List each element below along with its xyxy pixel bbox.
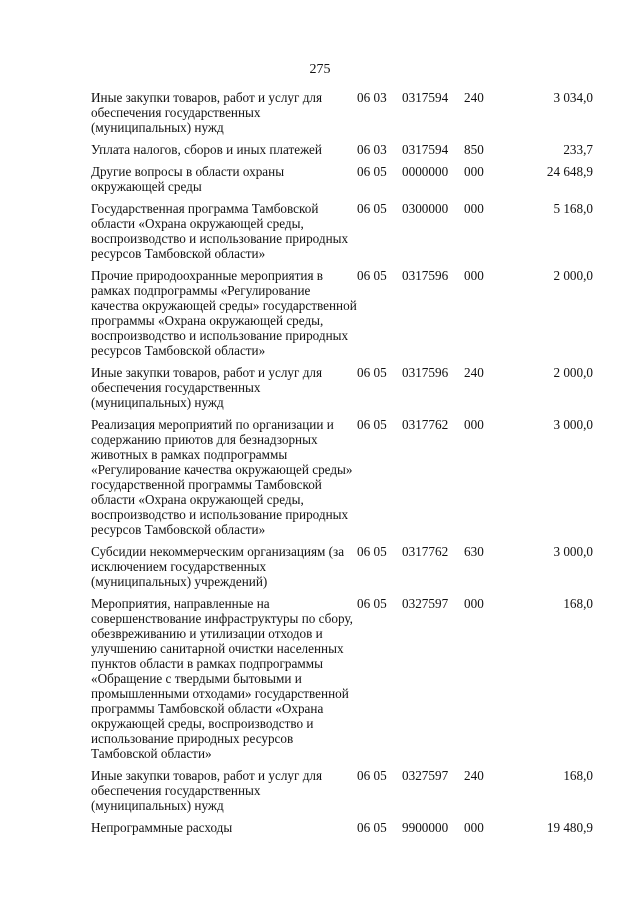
row-type: 630 (464, 544, 484, 559)
row-amount: 168,0 (563, 596, 593, 611)
row-article: 0327597 (402, 596, 449, 611)
row-amount: 5 168,0 (553, 201, 593, 216)
row-article: 0327597 (402, 768, 449, 783)
row-article: 0000000 (402, 164, 449, 179)
row-amount: 3 034,0 (553, 90, 593, 105)
row-name: Другие вопросы в области охраны окружающей среды (91, 164, 285, 194)
row-article: 0317596 (402, 268, 449, 283)
row-article: 0300000 (402, 201, 449, 216)
row-type: 000 (464, 201, 484, 216)
row-type: 000 (464, 268, 484, 283)
table-row (91, 268, 593, 365)
row-name: Субсидии некоммерческим организациям (за исключением государственных (муниципальных) учреждений) (91, 544, 345, 589)
row-amount: 24 648,9 (546, 164, 593, 179)
row-section: 06 05 (357, 417, 387, 432)
row-amount: 2 000,0 (553, 268, 593, 283)
table-row (91, 596, 593, 768)
table-row (91, 365, 593, 417)
row-article: 9900000 (402, 820, 449, 835)
row-section: 06 05 (357, 164, 387, 179)
table-row (91, 90, 593, 142)
row-type: 240 (464, 90, 484, 105)
row-section: 06 03 (357, 142, 387, 157)
row-article: 0317762 (402, 544, 449, 559)
table-row (91, 142, 593, 164)
row-type: 000 (464, 596, 484, 611)
row-article: 0317762 (402, 417, 449, 432)
row-article: 0317594 (402, 142, 449, 157)
table-row (91, 201, 593, 268)
row-article: 0317596 (402, 365, 449, 380)
row-type: 000 (464, 417, 484, 432)
row-section: 06 05 (357, 201, 387, 216)
row-name: Государственная программа Тамбовской области «Охрана окружающей среды, воспроизводство и использование природных ресурсов Тамбовской области» (91, 201, 349, 261)
row-type: 000 (464, 164, 484, 179)
table-row (91, 768, 593, 820)
row-amount: 3 000,0 (553, 544, 593, 559)
row-name: Уплата налогов, сборов и иных платежей (91, 142, 322, 157)
row-type: 240 (464, 365, 484, 380)
row-amount: 2 000,0 (553, 365, 593, 380)
row-section: 06 05 (357, 544, 387, 559)
row-amount: 233,7 (563, 142, 593, 157)
row-amount: 3 000,0 (553, 417, 593, 432)
row-name: Мероприятия, направленные на совершенствование инфраструктуры по сбору, обезвреживанию и утилизации отходов и улучшению санитарной очистки населенных пунктов области в рамках подпрограммы «Обращение с твердыми бытовыми и промышленными отходами» государственной программы Тамбовской области «Охрана окружающей среды, воспроизводство и использование природных ресурсов Тамбовской области» (91, 596, 353, 761)
row-amount: 168,0 (563, 768, 593, 783)
row-name: Непрограммные расходы (91, 820, 233, 835)
row-type: 850 (464, 142, 484, 157)
page-number: 275 (309, 62, 331, 77)
row-section: 06 05 (357, 365, 387, 380)
row-name: Иные закупки товаров, работ и услуг для обеспечения государственных (муниципальных) нужд (91, 90, 323, 135)
table-row (91, 164, 593, 201)
row-name: Реализация мероприятий по организации и содержанию приютов для безнадзорных животных в рамках подпрограммы «Регулирование качества окружающей среды» государственной программы Тамбовской области «Охрана окружающей среды, воспроизводство и использование природных ресурсов Тамбовской области» (91, 417, 353, 537)
table-row (91, 544, 593, 596)
row-section: 06 03 (357, 90, 387, 105)
row-article: 0317594 (402, 90, 449, 105)
row-name: Прочие природоохранные мероприятия в рамках подпрограммы «Регулирование качества окружающей среды» государственной программы «Охрана окружающей среды, воспроизводство и использование природных ресурсов Тамбовской области» (91, 268, 357, 358)
budget-table (91, 90, 593, 842)
row-type: 000 (464, 820, 484, 835)
row-section: 06 05 (357, 268, 387, 283)
row-section: 06 05 (357, 820, 387, 835)
row-amount: 19 480,9 (546, 820, 593, 835)
row-name: Иные закупки товаров, работ и услуг для обеспечения государственных (муниципальных) нужд (91, 365, 323, 410)
row-section: 06 05 (357, 596, 387, 611)
row-type: 240 (464, 768, 484, 783)
table-row (91, 417, 593, 544)
row-section: 06 05 (357, 768, 387, 783)
table-row (91, 820, 593, 842)
row-name: Иные закупки товаров, работ и услуг для обеспечения государственных (муниципальных) нужд (91, 768, 323, 813)
